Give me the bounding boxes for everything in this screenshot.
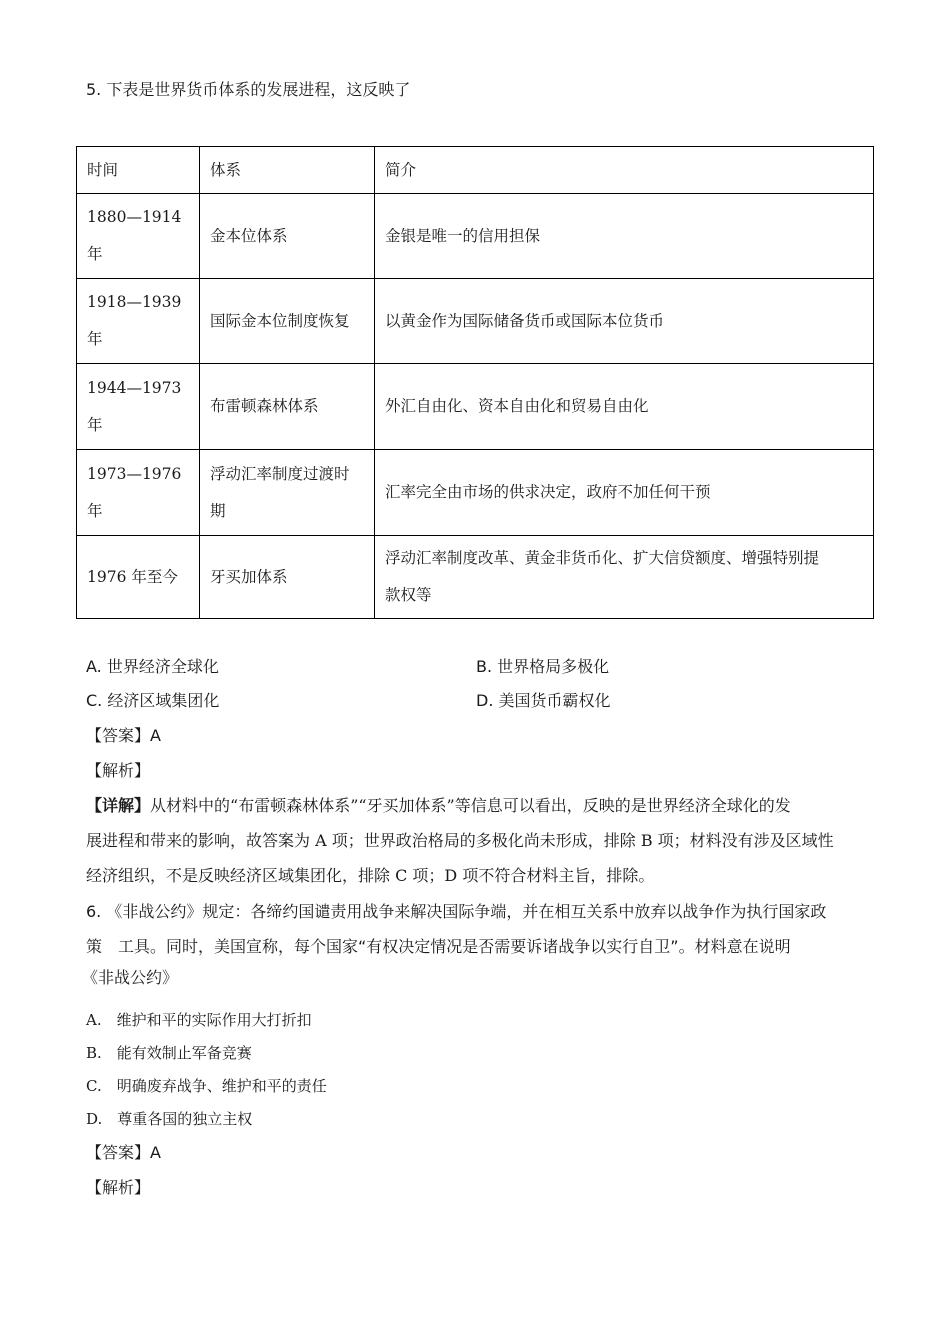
q6-analysis-label: 【解析】 [86,1178,151,1197]
q5-option-d[interactable]: D. 美国货币霸权化 [476,691,611,710]
question-5-title: 5. 下表是世界货币体系的发展进程，这反映了 [86,80,411,99]
currency-system-table [76,146,874,619]
table-cell-intro: 浮动汇率制度改革、黄金非货币化、扩大信贷额度、增强特别提 款权等 [375,536,874,619]
table-header-intro: 简介 [375,147,874,194]
table-cell-time: 1944—1973 年 [77,364,200,450]
table-row [77,450,874,536]
q5-option-b[interactable]: B. 世界格局多极化 [476,657,610,676]
table-cell-system: 牙买加体系 [200,536,375,619]
q5-option-c[interactable]: C. 经济区域集团化 [86,691,220,710]
table-cell-intro: 外汇自由化、资本自由化和贸易自由化 [375,364,874,450]
table-cell-time: 1973—1976 年 [77,450,200,536]
q6-line: 6. 《非战公约》规定：各缔约国谴责用战争来解决国际争端，并在相互关系中放弃以战争作为执行国家政 [86,902,827,921]
table-cell-system: 布雷顿森林体系 [200,364,375,450]
table-cell-system: 浮动汇率制度过渡时 期 [200,450,375,536]
q6-option-a[interactable]: A. 维护和平的实际作用大打折扣 [86,1011,312,1029]
q6-line: 策 工具。同时，美国宣称，每个国家“有权决定情况是否需要诉诸战争以实行自卫”。材料意在说明 [86,937,791,956]
detail-line: 展进程和带来的影响，故答案为 A 项；世界政治格局的多极化尚未形成，排除 B 项；材料没有涉及区域性 [86,831,834,850]
answer-label: 【答案】 [86,726,151,745]
answer-value: A [150,726,161,745]
q5-analysis-label: 【解析】 [86,761,151,780]
table-row [77,364,874,450]
answer-label: 【答案】 [86,1143,151,1162]
detail-line: 经济组织，不是反映经济区域集团化，排除 C 项；D 项不符合材料主旨，排除。 [86,866,655,885]
q6-option-b[interactable]: B. 能有效制止军备竞赛 [86,1044,252,1062]
q5-option-a[interactable]: A. 世界经济全球化 [86,657,219,676]
question-6-stem [82,894,876,992]
table-row [77,194,874,279]
table-row [77,279,874,364]
q6-line: 《非战公约》 [82,968,179,987]
table-cell-intro: 以黄金作为国际储备货币或国际本位货币 [375,279,874,364]
table-row [77,536,874,619]
q5-answer [86,726,161,746]
table-cell-system: 金本位体系 [200,194,375,279]
q6-answer [86,1143,161,1163]
q6-option-d[interactable]: D. 尊重各国的独立主权 [86,1110,253,1128]
table-cell-time: 1918—1939 年 [77,279,200,364]
answer-value: A [150,1143,161,1162]
table-header-row [77,147,874,194]
table-header-time: 时间 [77,147,200,194]
table-cell-intro: 汇率完全由市场的供求决定，政府不加任何干预 [375,450,874,536]
q5-detail [86,788,876,893]
q6-option-c[interactable]: C. 明确废弃战争、维护和平的责任 [86,1077,327,1095]
table-cell-intro: 金银是唯一的信用担保 [375,194,874,279]
table-cell-system: 国际金本位制度恢复 [200,279,375,364]
table-cell-time: 1976 年至今 [77,536,200,619]
table-header-system: 体系 [200,147,375,194]
detail-label: 【详解】 [86,796,151,815]
detail-line: 【详解】从材料中的“布雷顿森林体系”“牙买加体系”等信息可以看出，反映的是世界经济全球化的发 [86,796,791,815]
table-cell-time: 1880—1914 年 [77,194,200,279]
